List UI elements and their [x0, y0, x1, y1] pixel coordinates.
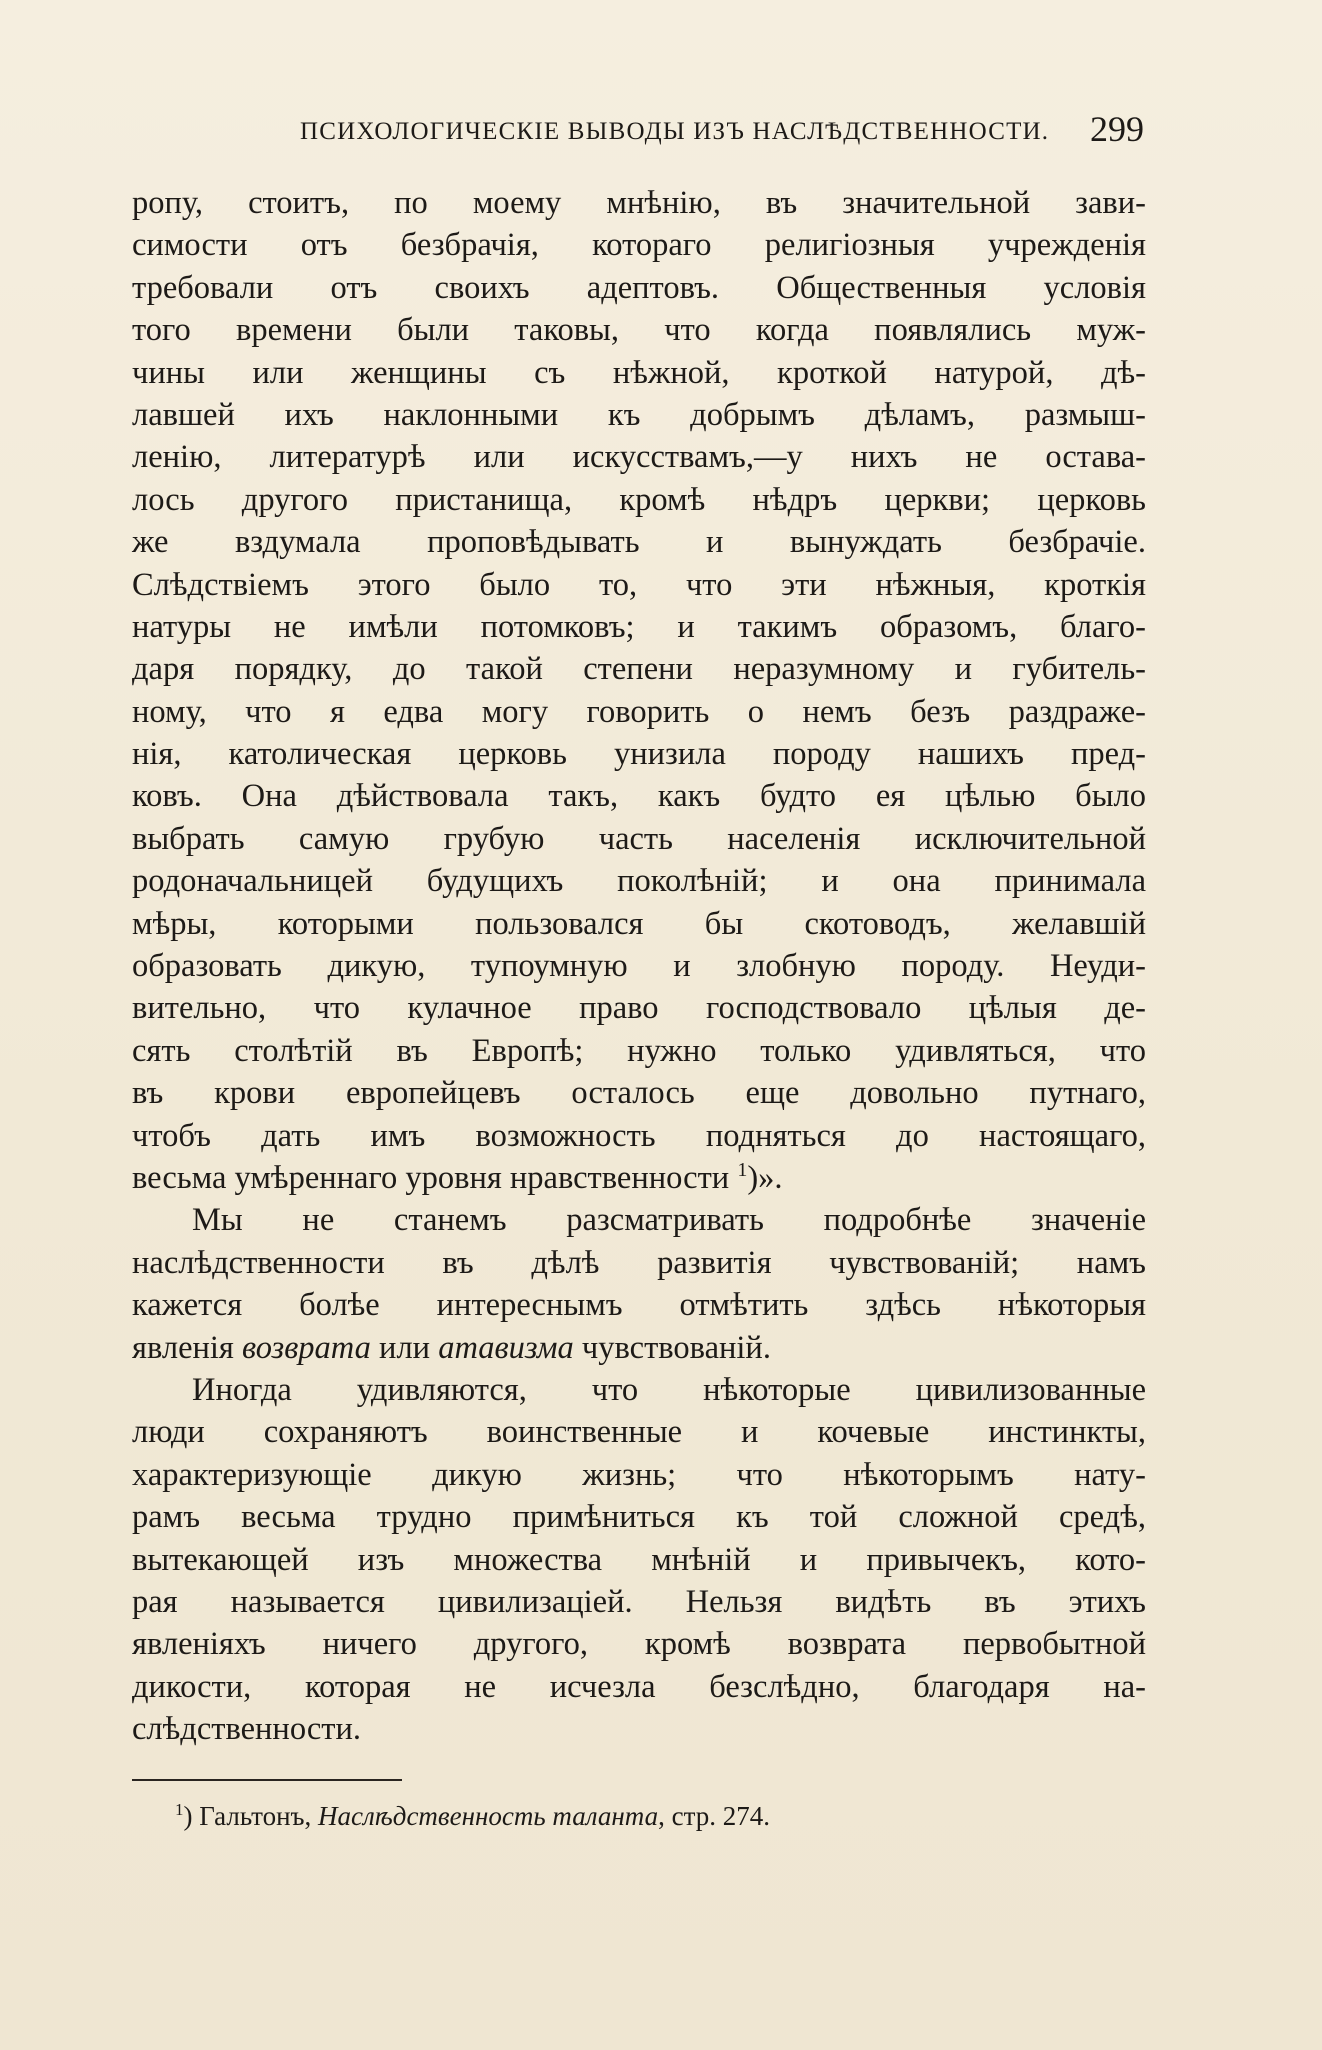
text-fragment: или	[370, 1329, 439, 1366]
text-line: Слѣдствіемъ этого было то, что эти нѣжныя, кроткія	[132, 566, 1146, 603]
text-line: люди сохраняютъ воинственные и кочевые инстинкты,	[132, 1414, 1146, 1451]
text-line: чтобъ дать имъ возможность подняться до настоящаго,	[132, 1117, 1146, 1154]
emphasis-term: атавизма	[438, 1329, 574, 1366]
text-line: того времени были таковы, что когда появлялись муж-	[132, 312, 1146, 349]
body-text	[132, 182, 1146, 1750]
text-line: въ крови европейцевъ осталось еще довольно путнаго,	[132, 1075, 1146, 1112]
text-line: образовать дикую, тупоумную и злобную породу. Неуди-	[132, 948, 1146, 985]
running-head	[132, 108, 1146, 152]
footnote-text: , стр. 274.	[658, 1801, 770, 1831]
text-line: явленіяхъ ничего другого, кромѣ возврата первобытной	[132, 1626, 1146, 1663]
text-line: выбрать самую грубую часть населенія исключительной	[132, 820, 1146, 857]
text-line: Мы не станемъ разсматривать подробнѣе значеніе	[192, 1202, 1146, 1239]
text-line: мѣры, которыми пользовался бы скотоводъ, желавшій	[132, 905, 1146, 942]
footnote-cited-title: Наслѣдственность таланта	[318, 1801, 659, 1831]
text-line: же вздумала проповѣдывать и вынуждать безбрачіе.	[132, 524, 1146, 561]
text-fragment: явленія	[132, 1329, 243, 1366]
text-fragment: весьма умѣреннаго уровня нравственности	[132, 1159, 730, 1196]
text-line: сять столѣтій въ Европѣ; нужно только удивляться, что	[132, 1032, 1146, 1069]
text-line: ленію, литературѣ или искусствамъ,—у нихъ не остава-	[132, 439, 1146, 476]
text-line: рая называется цивилизаціей. Нельзя видѣть въ этихъ	[132, 1583, 1146, 1620]
text-line: Иногда удивляются, что нѣкоторые цивилизованные	[192, 1371, 1146, 1408]
text-line: наслѣдственности въ дѣлѣ развитія чувствованій; намъ	[132, 1244, 1146, 1281]
footnote-reference[interactable]: 1	[737, 1159, 748, 1182]
text-line: дикости, которая не исчезла безслѣдно, благодаря на-	[132, 1668, 1146, 1705]
text-fragment: чувствованій.	[573, 1329, 771, 1366]
footnote	[175, 1800, 770, 1832]
text-line: симости отъ безбрачія, котораго религіозныя учрежденія	[132, 227, 1146, 264]
text-line: лось другого пристанища, кромѣ нѣдръ церкви; церковь	[132, 481, 1146, 518]
footnote-marker: 1	[175, 1800, 184, 1819]
page-number: 299	[1090, 109, 1144, 149]
paragraph-end-line	[132, 1327, 1146, 1369]
text-line: чины или женщины съ нѣжной, кроткой натурой, дѣ-	[132, 354, 1146, 391]
text-line: лавшей ихъ наклонными къ добрымъ дѣламъ, размыш-	[132, 396, 1146, 433]
text-line: родоначальницей будущихъ поколѣній; и она принимала	[132, 863, 1146, 900]
footnote-text: ) Гальтонъ,	[183, 1801, 319, 1831]
footnote-rule	[132, 1779, 402, 1781]
text-line: ному, что я едва могу говорить о немъ безъ раздраже-	[132, 693, 1146, 730]
text-line: рамъ весьма трудно примѣниться къ той сложной средѣ,	[132, 1499, 1146, 1536]
text-line: ропу, стоитъ, по моему мнѣнію, въ значительной зави-	[132, 185, 1146, 221]
text-line: ковъ. Она дѣйствовала такъ, какъ будто ея цѣлью было	[132, 778, 1146, 815]
text-line: натуры не имѣли потомковъ; и такимъ образомъ, благо-	[132, 608, 1146, 645]
paragraph-end-line	[132, 1157, 1146, 1199]
running-title: ПСИХОЛОГИЧЕСКІЕ ВЫВОДЫ ИЗЪ НАСЛѢДСТВЕННОСТИ.	[300, 118, 1050, 145]
text-line: требовали отъ своихъ адептовъ. Общественныя условія	[132, 269, 1146, 306]
paragraph-end-line: слѣдственности.	[132, 1711, 362, 1748]
text-fragment: )».	[747, 1159, 783, 1196]
emphasis-term: возврата	[242, 1329, 371, 1366]
text-line: характеризующіе дикую жизнь; что нѣкоторымъ нату-	[132, 1456, 1146, 1493]
text-line: вытекающей изъ множества мнѣній и привычекъ, кото-	[132, 1541, 1146, 1578]
text-line: кажется болѣе интереснымъ отмѣтить здѣсь нѣкоторыя	[132, 1287, 1146, 1324]
text-line: даря порядку, до такой степени неразумному и губитель-	[132, 651, 1146, 688]
text-line: вительно, что кулачное право господствовало цѣлыя де-	[132, 990, 1146, 1027]
text-line: нія, католическая церковь унизила породу нашихъ пред-	[132, 736, 1146, 773]
